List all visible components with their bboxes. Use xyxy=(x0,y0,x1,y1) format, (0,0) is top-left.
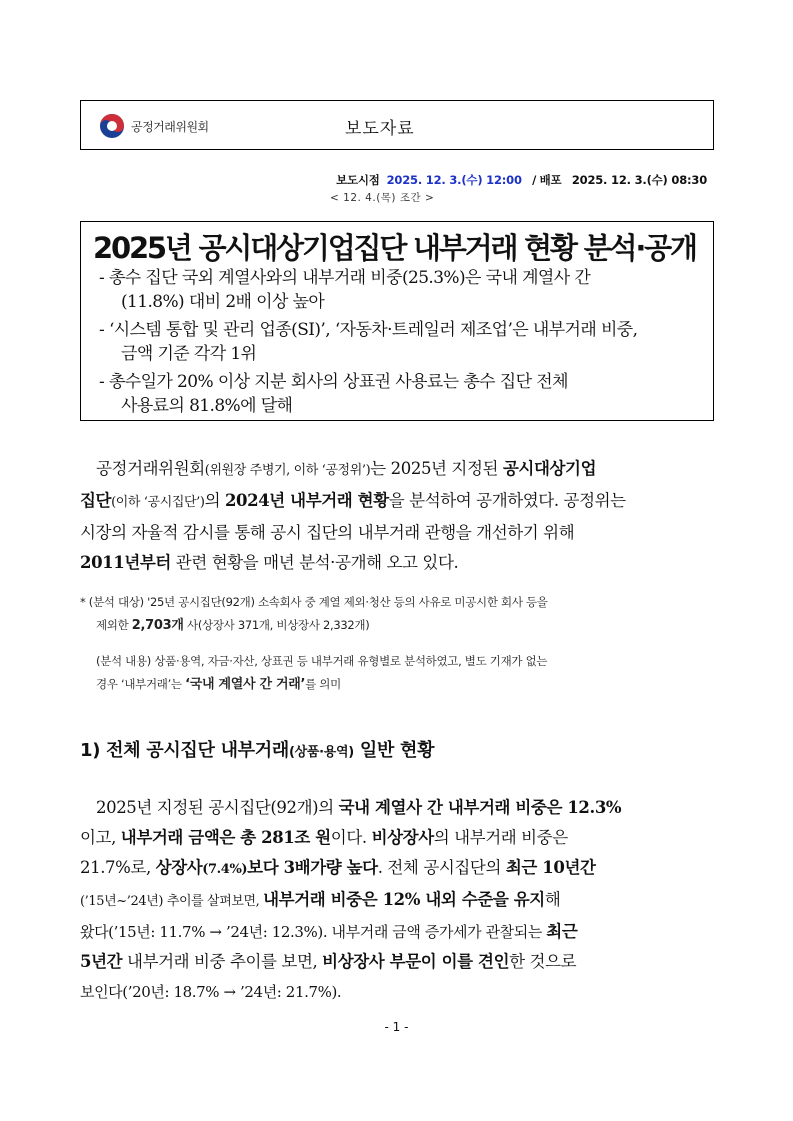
analysis-content-note: (분석 내용) 상품·용역, 자금·자산, 상표권 등 내부거래 유형별로 분석하였고, 별도 기재가 없는 경우 ‘내부거래’는 ‘국내 계열사 간 거래’를 의미 xyxy=(96,654,548,692)
page-title: 2025년 공시대상기업집단 내부거래 현황 분석·공개 xyxy=(93,231,696,265)
taegeuk-emblem-icon xyxy=(99,113,125,139)
summary-bullet: - 총수 집단 국외 계열사와의 내부거래 비중(25.3%)은 국내 계열사 간 (11.8%) 대비 2배 이상 높아 xyxy=(99,268,591,312)
intro-paragraph: 공정거래위원회(위원장 주병기, 이하 ‘공정위’)는 2025년 지정된 공시대상기업 집단(이하 ‘공시집단’)의 2024년 내부거래 현황을 분석하여 공개하였다. 공정위는 시장의 자율적 감시를 통해 공시 집단의 내부거래 관행을 개선하기 위해 2011년부터 관련 현황을 매년 분석·공개해 오고 있다. xyxy=(80,459,626,572)
section-paragraph: 2025년 지정된 공시집단(92개)의 국내 계열사 간 내부거래 비중은 12.3% 이고, 내부거래 금액은 총 281조 원이다. 비상장사의 내부거래 비중은 21.7%로, 상장사(7.4%)보다 3배가량 높다. 전체 공시집단의 최근 10년간 (’15년~’24년) 추이를 살펴보면, 내부거래 비중은 12% 내외 수준을 유지해 왔다(’15년: 11.7% → ’24년: 12.3%). 내부거래 금액 증가세가 관찰되는 최근 5년간 내부거래 비중 추이를 보면, 비상장사 부문이 이를 견인한 것으로 보인다(’20년: 18.7% → ’24년: 21.7%). xyxy=(80,798,622,1001)
analysis-target-note: * (분석 대상) '25년 공시집단(92개) 소속회사 중 계열 제외·청산 등의 사유로 미공시한 회사 등을 제외한 2,703개 사(상장사 371개, 비상장사 2,332개) xyxy=(80,595,548,633)
header-box xyxy=(80,100,714,150)
release-label: 보도시점 xyxy=(336,173,380,187)
release-separator: / xyxy=(532,173,537,187)
document-type: 보도자료 xyxy=(345,119,415,139)
distribution-time: 2025. 12. 3.(수) 08:30 xyxy=(571,173,707,187)
agency-name: 공정거래위원회 xyxy=(131,119,209,134)
distribution-label: 배포 xyxy=(539,173,562,187)
release-info xyxy=(336,172,707,188)
summary-bullet: - 총수일가 20% 이상 지분 회사의 상표권 사용료는 총수 집단 전체 사용료의 81.8%에 달해 xyxy=(99,372,568,416)
page-number: - 1 - xyxy=(384,1020,409,1034)
embargo-note: < 12. 4.(목) 조간 > xyxy=(330,192,435,204)
summary-bullet: - ‘시스템 통합 및 관리 업종(SI)’, ‘자동차·트레일러 제조업’은 내부거래 비중, 금액 기준 각각 1위 xyxy=(99,320,638,364)
title-box xyxy=(80,221,714,421)
agency-logo xyxy=(99,111,209,141)
release-time: 2025. 12. 3.(수) 12:00 xyxy=(386,173,522,187)
section-heading: 1) 전체 공시집단 내부거래(상품·용역) 일반 현황 xyxy=(80,740,435,761)
